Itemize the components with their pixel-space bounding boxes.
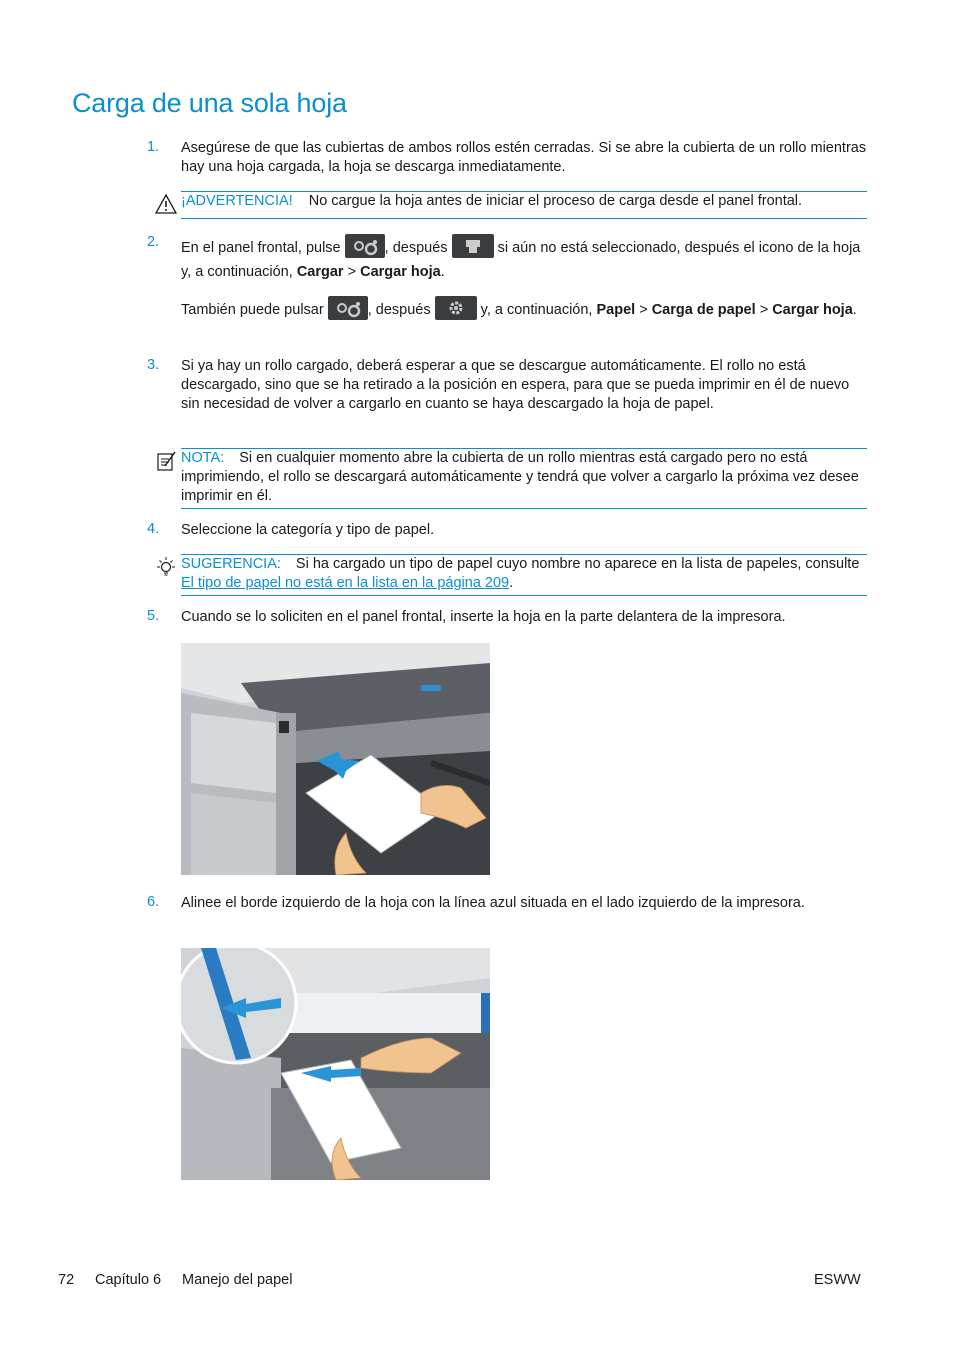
page-title: Carga de una sola hoja <box>72 88 347 118</box>
step-text: Si ya hay un rollo cargado, deberá esperar a que se descargue automáticamente. El rollo no está descargado, sino que se ha retirado a la posición en espera, para que se pueda imprimir en él de nuevo sin necesidad de volver a cargarlo en cuanto se haya descargado la hoja de papel. <box>181 358 850 413</box>
step-text: Cuando se lo soliciten en el panel frontal, inserte la hoja en la parte delantera de la impresora. <box>181 609 786 625</box>
step-number: 1. <box>147 139 160 155</box>
printer-illustration-align-sheet <box>181 948 490 1180</box>
punctuation: . <box>440 264 445 280</box>
lightbulb-icon <box>155 556 177 578</box>
menu-cargar: Cargar <box>296 264 344 280</box>
note-label: NOTA: <box>181 450 225 466</box>
footer-locale: ESWW <box>814 1272 861 1288</box>
punctuation: . <box>509 575 514 591</box>
step-number: 5. <box>147 608 160 624</box>
step-text-part: , después <box>367 302 431 318</box>
footer-page-number: 72 <box>58 1272 75 1288</box>
note-icon <box>155 450 177 472</box>
step-text <box>181 236 871 284</box>
menu-carga-de-papel: Carga de papel <box>651 302 756 318</box>
separator: > <box>347 264 357 280</box>
step-text: Seleccione la categoría y tipo de papel. <box>181 522 435 538</box>
tip-label: SUGERENCIA: <box>181 556 281 572</box>
menu-papel: Papel <box>596 302 636 318</box>
separator: > <box>639 302 648 318</box>
warning-label: ¡ADVERTENCIA! <box>181 193 293 209</box>
step-number: 3. <box>147 357 160 373</box>
printer-illustration-insert-sheet <box>181 643 490 875</box>
step-number: 6. <box>147 894 160 910</box>
gears-icon <box>328 296 368 320</box>
step-text-part: También puede pulsar <box>181 302 324 318</box>
step-alt-text <box>181 298 871 322</box>
step-text-part: , después <box>384 240 448 256</box>
note-text: Si en cualquier momento abre la cubierta de un rollo mientras está cargado pero no está imprimiendo, el rollo se descargará automáticamente y tendrá que volver a cargarlo la próxima vez desee imprimir en él. <box>181 450 859 504</box>
tip-link[interactable]: El tipo de papel no está en la lista en la página 209 <box>181 575 510 591</box>
punctuation: . <box>852 302 857 318</box>
warning-icon <box>155 194 177 214</box>
step-text-part: y, a continuación, <box>480 302 593 318</box>
footer-chapter: Capítulo 6 <box>95 1272 162 1288</box>
note-callout <box>181 448 867 509</box>
step-number: 4. <box>147 521 160 537</box>
step-text-part: En el panel frontal, pulse <box>181 240 341 256</box>
step-number: 2. <box>147 234 160 250</box>
tip-callout <box>181 554 867 596</box>
warning-callout <box>181 191 867 219</box>
separator: > <box>759 302 769 318</box>
step-text: Alinee el borde izquierdo de la hoja con la línea azul situada en el lado izquierdo de la impresora. <box>181 895 805 911</box>
tip-text: Si ha cargado un tipo de papel cuyo nombre no aparece en la lista de papeles, consulte <box>295 556 860 572</box>
step-text-part: si aún no está seleccionado, después el icono de la hoja y, a continuación, <box>181 240 861 280</box>
step-text: Asegúrese de que las cubiertas de ambos rollos estén cerradas. Si se abre la cubierta de un rollo mientras hay una hoja cargada, la hoja se descarga inmediatamente. <box>181 140 867 176</box>
gear-icon <box>435 296 477 320</box>
gears-icon <box>345 234 385 258</box>
footer-section: Manejo del papel <box>182 1272 293 1288</box>
menu-cargar-hoja: Cargar hoja <box>772 302 853 318</box>
warning-text: No cargue la hoja antes de iniciar el proceso de carga desde el panel frontal. <box>308 193 803 209</box>
paper-icon <box>452 234 494 258</box>
menu-cargar-hoja: Cargar hoja <box>360 264 441 280</box>
